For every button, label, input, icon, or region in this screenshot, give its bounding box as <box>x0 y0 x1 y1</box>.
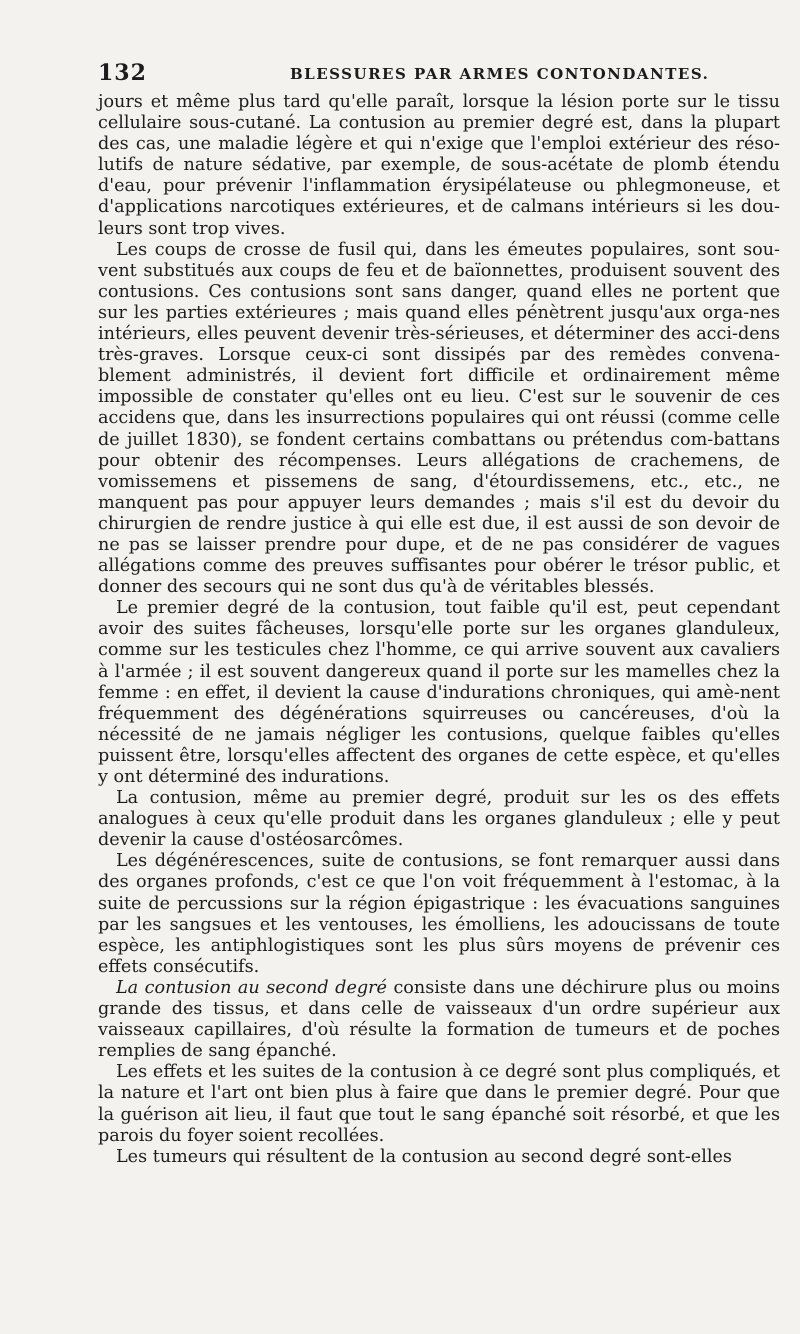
paragraph <box>98 92 780 240</box>
paragraph <box>98 851 780 978</box>
paragraph-emphasis: La contusion au second degré <box>116 977 387 998</box>
body-text <box>98 92 780 1168</box>
paragraph <box>98 1147 780 1168</box>
paragraph-text: Les dégénérescences, suite de contusions, se font remarquer aussi dans des organes profonds, c'est ce que l'on voit fréquemment à l'estomac, à la suite de percussions sur la région épigastrique : les évacuations sanguines par les sangsues et les ventouses, les émolliens, les adoucissans de toute espèce, les antiphlogistiques sont les plus sûrs moyens de prévenir ces effets consécutifs. <box>98 851 780 977</box>
paragraph <box>98 978 780 1062</box>
paragraph-text: Les tumeurs qui résultent de la contusion au second degré sont-elles <box>116 1146 732 1167</box>
paragraph <box>98 240 780 599</box>
paragraph-text: Les effets et les suites de la contusion à ce degré sont plus compliqués, et la nature et l'art ont bien plus à faire que dans le premier degré. Pour que la guérison ait lieu, il faut que tout le sang épanché soit résorbé, et que les parois du foyer soient recollées. <box>98 1062 780 1146</box>
paragraph-text: Les coups de crosse de fusil qui, dans les émeutes populaires, sont sou-vent substitués aux coups de feu et de baïonnettes, produisent souvent des contusions. Ces contusions sont sans danger, quand elles ne portent que sur les parties extérieures ; mais quand elles pénètrent jusqu'aux orga-nes intérieurs, elles peuvent devenir très-sérieuses, et déterminer des acci-dens très-graves. Lorsque ceux-ci sont dissipés par des remèdes convena-blement administrés, il devient fort difficile et ordinairement même impossible de constater qu'elles ont eu lieu. C'est sur le souvenir de ces accidens que, dans les insurrections populaires qui ont réussi (comme celle de juillet 1830), se fondent certains combattans ou prétendus com-battans pour obtenir des récompenses. Leurs allégations de crachemens, de vomissemens et pissemens de sang, d'étourdissemens, etc., etc., ne manquent pas pour appuyer leurs demandes ; mais s'il est du devoir du chirurgien de rendre justice à qui elle est due, il est aussi de son devoir de ne pas se laisser prendre pour dupe, et de ne pas considérer de vagues allégations comme des preuves suffisantes pour obérer le trésor public, et donner des secours qui ne sont dus qu'à de véritables blessés. <box>98 239 780 598</box>
paragraph-text: consiste dans une déchirure plus ou moins grande des tissus, et dans celle de vaisseaux d'un ordre supérieur aux vaisseaux capillaires, d'où résulte la formation de tumeurs et de poches remplies de sang épanché. <box>98 977 780 1062</box>
paragraph <box>98 1062 780 1146</box>
paragraph-text: Le premier degré de la contusion, tout faible qu'il est, peut cependant avoir des suites fâcheuses, lorsqu'elle porte sur les organes glanduleux, comme sur les testicules chez l'homme, ce qui arrive souvent aux cavaliers à l'armée ; il est souvent dangereux quand il porte sur les mamelles chez la femme : en effet, il devient la cause d'indurations chroniques, qui amè-nent fréquemment des dégénérations squirreuses ou cancéreuses, d'où la nécessité de ne jamais négliger les contusions, quelque faibles qu'elles puissent être, lorsqu'elles affectent des organes de cette espèce, et qu'elles y ont déterminé des indurations. <box>98 598 780 787</box>
paragraph-text: La contusion, même au premier degré, produit sur les os des effets analogues à ceux qu'elle produit dans les organes glanduleux ; elle y peut devenir la cause d'ostéosarcômes. <box>98 788 780 851</box>
page-number: 132 <box>98 60 147 86</box>
running-title: BLESSURES PAR ARMES CONTONDANTES. <box>290 65 710 83</box>
paragraph <box>98 598 780 788</box>
paragraph-text: jours et même plus tard qu'elle paraît, lorsque la lésion porte sur le tissu cellulaire sous-cutané. La contusion au premier degré est, dans la plupart des cas, une maladie légère et qui n'exige que l'emploi extérieur des réso-lutifs de nature sédative, par exemple, de sous-acétate de plomb étendu d'eau, pour prévenir l'inflammation érysipélateuse ou phlegmoneuse, et d'applications narcotiques extérieures, et de calmans intérieurs si les dou-leurs sont trop vives. <box>98 92 780 239</box>
page-header <box>98 60 780 88</box>
paragraph <box>98 788 780 851</box>
